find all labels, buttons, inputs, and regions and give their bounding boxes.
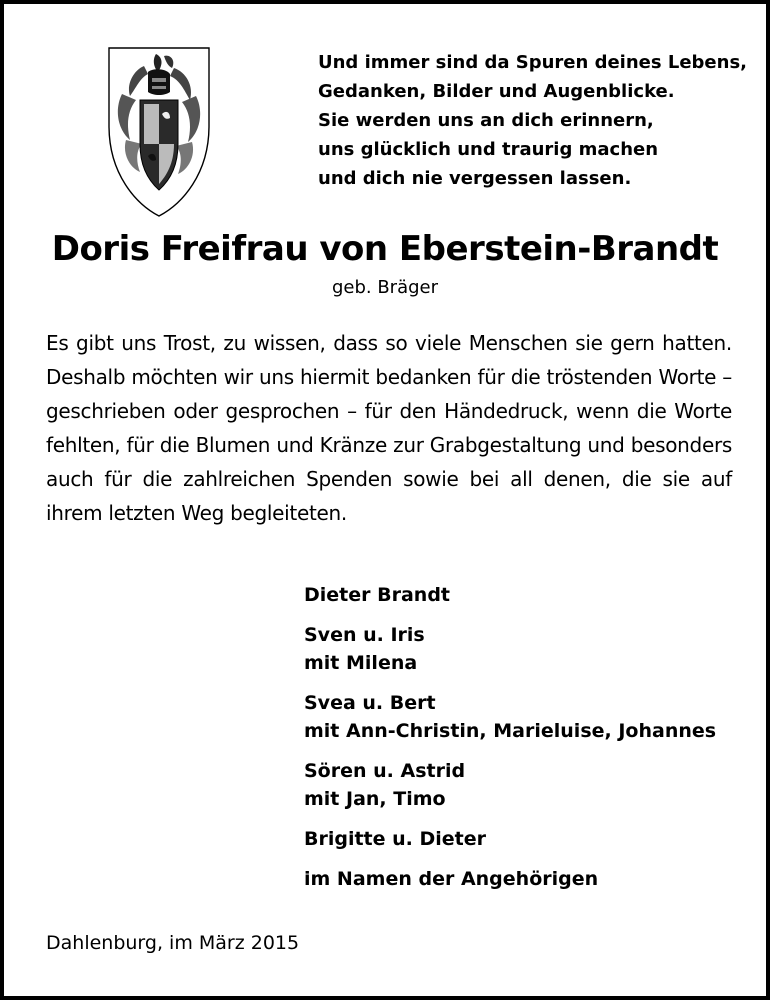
deceased-name: Doris Freifrau von Eberstein-Brandt <box>51 229 719 269</box>
signer-line: Svea u. Bert <box>304 692 436 714</box>
poem-line: und dich nie vergessen lassen. <box>318 168 632 189</box>
signer-group <box>304 689 744 745</box>
signer-line: mit Ann-Christin, Marieluise, Johannes <box>304 720 717 742</box>
signer-group <box>304 757 744 813</box>
signers-closing: im Namen der Angehörigen <box>304 868 599 890</box>
signer-group <box>304 581 744 609</box>
signer-line: Dieter Brandt <box>304 584 451 606</box>
poem-line: Gedanken, Bilder und Augenblicke. <box>318 81 675 102</box>
signer-line: mit Milena <box>304 652 418 674</box>
signer-line: mit Jan, Timo <box>304 788 446 810</box>
maiden-name: geb. Bräger <box>331 277 439 298</box>
place-and-date: Dahlenburg, im März 2015 <box>46 932 300 954</box>
thank-you-message: Es gibt uns Trost, zu wissen, dass so viele Menschen sie gern hatten. Deshalb möchten wir uns hiermit bedanken für die tröstenden Worte – geschrieben oder gesprochen – für den Händedruck, wenn die Worte fehlten, für die Blumen und Kränze zur Grabgestaltung und besonders auch für die zahlreichen Spenden sowie bei all denen, die sie auf ihrem letzten Weg begleiteten. <box>46 331 732 525</box>
signer-group <box>304 621 744 677</box>
signer-line: Sven u. Iris <box>304 624 425 646</box>
signer-group <box>304 825 744 853</box>
poem-line: uns glücklich und traurig machen <box>318 139 659 160</box>
signers <box>304 581 744 893</box>
signer-line: Brigitte u. Dieter <box>304 828 487 850</box>
poem-line: Sie werden uns an dich erinnern, <box>318 110 654 131</box>
coat-of-arms-icon <box>104 44 214 220</box>
poem-line: Und immer sind da Spuren deines Lebens, <box>318 52 747 73</box>
poem <box>318 48 758 193</box>
signer-line: Sören u. Astrid <box>304 760 466 782</box>
